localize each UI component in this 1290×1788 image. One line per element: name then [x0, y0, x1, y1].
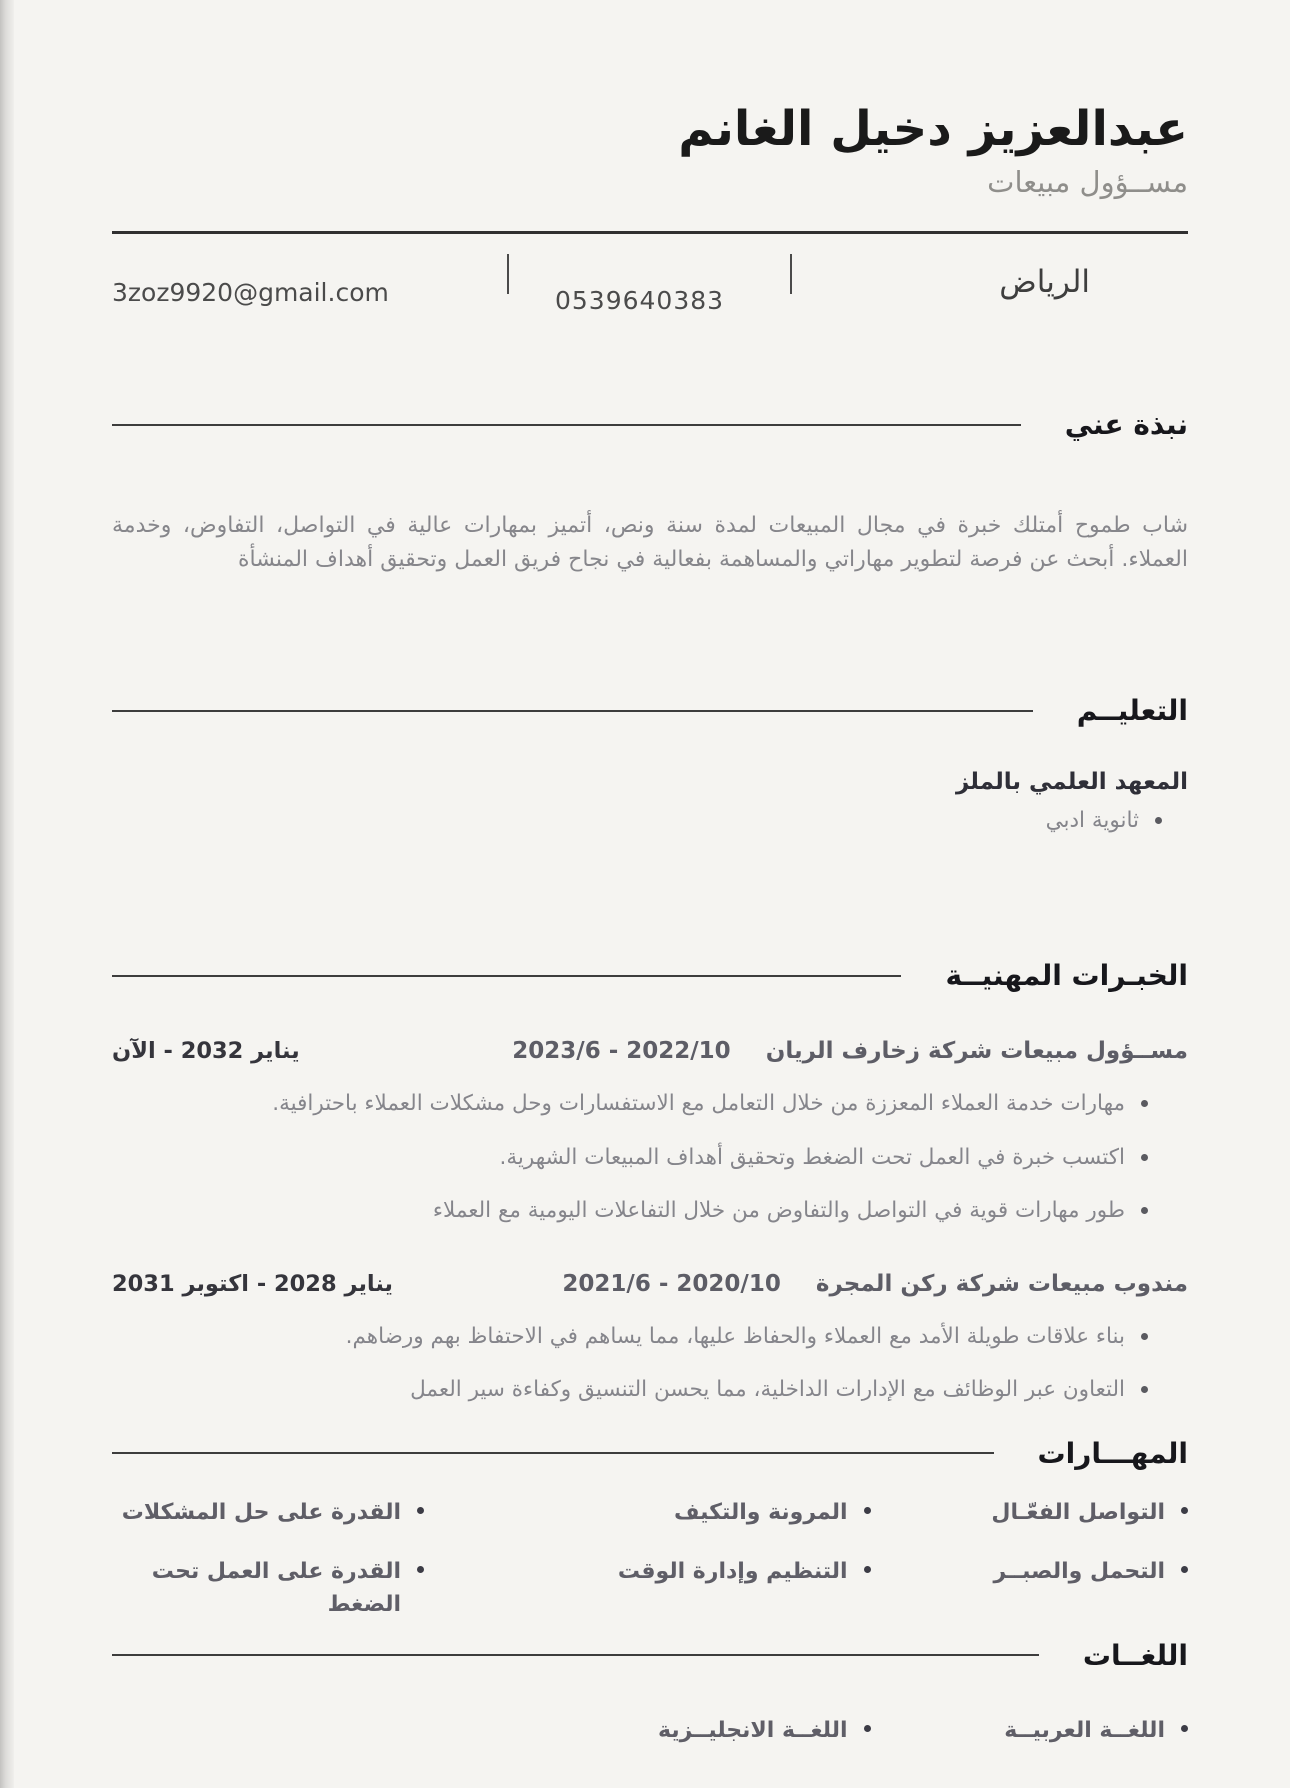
bullet-dot [1181, 1725, 1188, 1732]
job-bullet [112, 1142, 1148, 1174]
skill-item [871, 1496, 1188, 1529]
job-bullet-list [112, 1321, 1188, 1407]
skill-item [112, 1496, 424, 1529]
job-bullet-text: طور مهارات قوية في التواصل والتفاوض من خلال التفاعلات اليومية مع العملاء [432, 1197, 1125, 1223]
bullet-dot [864, 1507, 871, 1514]
bullet-dot [1181, 1507, 1188, 1514]
language-item [871, 1714, 1188, 1747]
contact-divider [790, 254, 792, 294]
bullet-dot [417, 1566, 424, 1573]
candidate-name: عبدالعزيز دخيل الغانم [678, 101, 1188, 157]
bullet-dot [864, 1566, 871, 1573]
city-text: الرياض [999, 264, 1090, 301]
skill-item [424, 1555, 871, 1621]
bullet-dot [1141, 1333, 1148, 1340]
job-bullet-text: بناء علاقات طويلة الأمد مع العملاء والحفاظ عليها، مما يساهم في الاحتفاظ بهم ورضاهم. [345, 1324, 1125, 1350]
skill-item [424, 1496, 871, 1529]
section-rule [112, 424, 1021, 426]
job-bullet-text: التعاون عبر الوظائف مع الإدارات الداخلية، مما يحسن التنسيق وكفاءة سير العمل [410, 1377, 1125, 1403]
section-header-skills [112, 1437, 1188, 1470]
language-item [424, 1714, 871, 1747]
education-item [112, 805, 1162, 837]
bullet-dot [1141, 1207, 1148, 1214]
bullet-dot [1141, 1100, 1148, 1107]
job-bullet [112, 1088, 1148, 1120]
job-bullet [112, 1374, 1148, 1406]
language-text: اللغــة الانجليــزية [658, 1717, 848, 1743]
job-title: مســؤول مبيعات شركة زخارف الريان [765, 1038, 1188, 1065]
section-title-about: نبذة عني [1064, 408, 1188, 442]
section-rule [112, 1452, 994, 1454]
skill-text: القدرة على العمل تحت الضغط [151, 1558, 402, 1617]
section-header-about [112, 408, 1188, 441]
language-text: اللغــة العربيــة [1004, 1717, 1165, 1743]
section-header-education [112, 694, 1188, 727]
section-title-skills: المهـــارات [1037, 1436, 1188, 1470]
job-side-dates: يناير 2032 - الآن [112, 1038, 300, 1065]
section-header-experience [112, 959, 1188, 992]
bullet-dot [1141, 1154, 1148, 1161]
email-text: 3zoz9920@gmail.com [112, 278, 389, 308]
job-title: مندوب مبيعات شركة ركن المجرة [815, 1271, 1188, 1298]
contact-row [112, 252, 1188, 330]
skills-grid [112, 1496, 1188, 1621]
skill-text: القدرة على حل المشكلات [121, 1499, 402, 1525]
section-rule [112, 710, 1033, 712]
skill-text: التنظيم وإدارة الوقت [617, 1558, 848, 1584]
bullet-dot [864, 1725, 871, 1732]
job-header [112, 1271, 1188, 1297]
section-title-education: التعليــم [1076, 694, 1188, 728]
skill-text: التواصل الفعّـال [991, 1499, 1165, 1525]
bullet-dot [417, 1507, 424, 1514]
education-item-text: ثانوية ادبي [1045, 808, 1139, 834]
phone-text: 0539640383 [555, 286, 725, 316]
section-rule [112, 975, 901, 977]
job-title-group [562, 1271, 1188, 1297]
education-list [112, 805, 1188, 837]
job-bullet [112, 1321, 1148, 1353]
skill-text: التحمل والصبــر [993, 1558, 1165, 1584]
education-school: المعهد العلمي بالملز [955, 769, 1188, 796]
job-bullet [112, 1195, 1148, 1227]
skill-text: المرونة والتكيف [673, 1499, 848, 1525]
candidate-job-title: مســؤول مبيعات [987, 165, 1188, 200]
job-bullet-text: مهارات خدمة العملاء المعززة من خلال التعامل مع الاستفسارات وحل مشكلات العملاء باحترافية. [272, 1091, 1125, 1117]
bullet-dot [1181, 1566, 1188, 1573]
skill-item [112, 1555, 424, 1621]
contact-divider [507, 254, 509, 294]
job-bullet-text: اكتسب خبرة في العمل تحت الضغط وتحقيق أهداف المبيعات الشهرية. [499, 1144, 1125, 1170]
job-bullet-list [112, 1088, 1188, 1227]
section-rule [112, 1654, 1039, 1656]
job-title-group [512, 1038, 1188, 1064]
job-side-dates: يناير 2028 - اكتوبر 2031 [112, 1271, 393, 1298]
bullet-dot [1141, 1386, 1148, 1393]
bullet-dot [1155, 817, 1162, 824]
section-header-languages [112, 1639, 1188, 1672]
about-paragraph: شاب طموح أمتلك خبرة في مجال المبيعات لمدة سنة ونص، أتميز بمهارات عالية في التواصل، التفاوض، وخدمة العملاء. أبحث عن فرصة لتطوير مهاراتي والمساهمة بفعالية في نجاح فريق العمل وتحقيق أهداف المنشأة [112, 513, 1188, 572]
skill-item [871, 1555, 1188, 1621]
header-divider [112, 231, 1188, 234]
section-title-experience: الخبـرات المهنيــة [945, 959, 1188, 993]
job-header [112, 1038, 1188, 1064]
languages-grid [112, 1714, 1188, 1747]
job-period: 2020/10 - 2021/6 [562, 1271, 781, 1298]
section-title-languages: اللغــات [1082, 1638, 1188, 1672]
job-period: 2022/10 - 2023/6 [512, 1038, 731, 1065]
